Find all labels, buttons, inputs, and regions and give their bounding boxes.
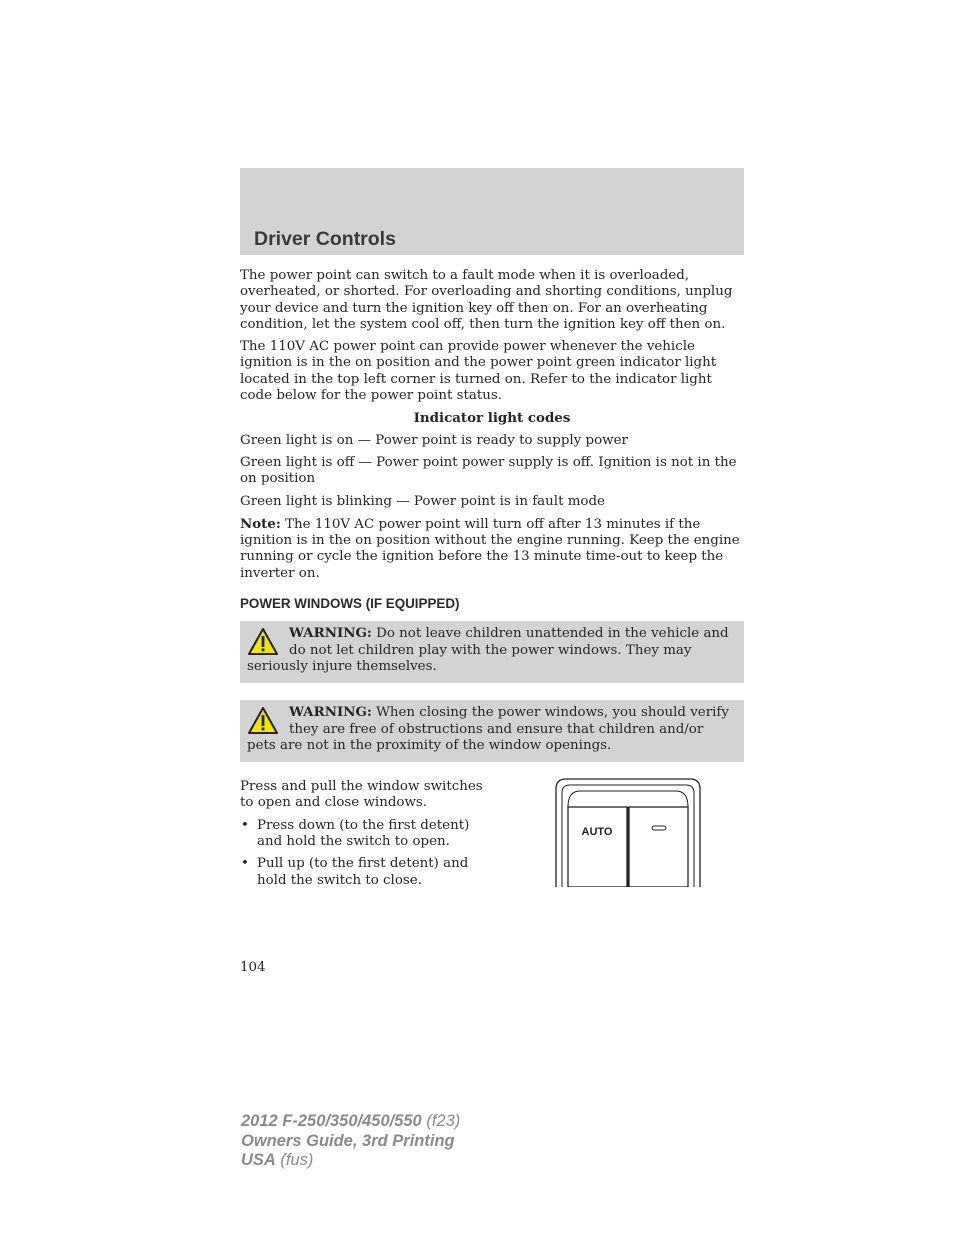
note-paragraph bbox=[240, 516, 744, 582]
document-footer bbox=[241, 1112, 460, 1171]
bullet-marker: • bbox=[241, 817, 249, 833]
paragraph-fault-mode: The power point can switch to a fault mode when it is overloaded, overheated, or shorted. For overloading and shorting conditions, unplug your device and turn the ignition key off then on. For an overheating condition, let the system cool off, then turn the ignition key off then on. bbox=[240, 268, 733, 332]
instructions-text bbox=[240, 779, 492, 889]
windows-bullet-list bbox=[240, 818, 492, 889]
warning-box-obstructions bbox=[240, 700, 744, 762]
footer-region: USA bbox=[241, 1151, 276, 1169]
footer-line-region bbox=[241, 1151, 460, 1171]
main-content bbox=[240, 268, 744, 909]
warning-label: WARNING: bbox=[289, 704, 372, 721]
warning-triangle-icon bbox=[247, 706, 279, 736]
power-windows-instructions bbox=[240, 779, 744, 909]
bullet-text: Pull up (to the first detent) and hold the switch to close. bbox=[257, 856, 469, 888]
page-number: 104 bbox=[240, 960, 266, 975]
warning-text: When closing the power windows, you should verify they are free of obstructions and ensure that children and/or pets are not in the proximity of the window openings. bbox=[247, 705, 729, 753]
section-header-band bbox=[240, 168, 744, 255]
section-heading-power-windows: POWER WINDOWS (IF EQUIPPED) bbox=[240, 596, 460, 612]
indicator-code-on: Green light is on — Power point is ready to supply power bbox=[240, 432, 628, 448]
note-label: Note: bbox=[240, 515, 281, 532]
footer-model: 2012 F-250/350/450/550 bbox=[241, 1112, 422, 1130]
list-item bbox=[240, 818, 492, 851]
bullet-marker: • bbox=[241, 856, 249, 872]
indicator-codes-heading: Indicator light codes bbox=[413, 410, 571, 427]
footer-line-guide: Owners Guide, 3rd Printing bbox=[241, 1131, 455, 1150]
warning-box-children bbox=[240, 621, 744, 683]
auto-switch-label: AUTO bbox=[581, 826, 613, 839]
indicator-code-off: Green light is off — Power point power supply is off. Ignition is not in the on position bbox=[240, 454, 737, 487]
footer-region-code: (fus) bbox=[275, 1151, 314, 1169]
windows-intro: Press and pull the window switches to open and close windows. bbox=[240, 779, 483, 811]
list-item bbox=[240, 856, 492, 889]
bullet-text: Press down (to the first detent) and hold the switch to open. bbox=[257, 817, 470, 850]
page-title: Driver Controls bbox=[254, 228, 396, 250]
paragraph-power-point: The 110V AC power point can provide power whenever the vehicle ignition is in the on position and the power point green indicator light located in the top left corner is turned on. Refer to the indicator light code below for the power point status. bbox=[240, 339, 717, 404]
window-switch-illustration bbox=[554, 777, 702, 889]
footer-line-model bbox=[241, 1112, 460, 1132]
warning-label: WARNING: bbox=[289, 625, 372, 642]
note-text: The 110V AC power point will turn off after 13 minutes if the ignition is in the on position without the engine running. Keep the engine running or cycle the ignition before the 13 minute time-out to keep the inverter on. bbox=[240, 516, 740, 581]
warning-triangle-icon bbox=[247, 627, 279, 657]
footer-model-code: (f23) bbox=[421, 1112, 461, 1130]
warning-text: Do not leave children unattended in the vehicle and do not let children play with the power windows. They may seriously injure themselves. bbox=[247, 626, 729, 674]
indicator-code-blinking: Green light is blinking — Power point is in fault mode bbox=[240, 493, 605, 509]
